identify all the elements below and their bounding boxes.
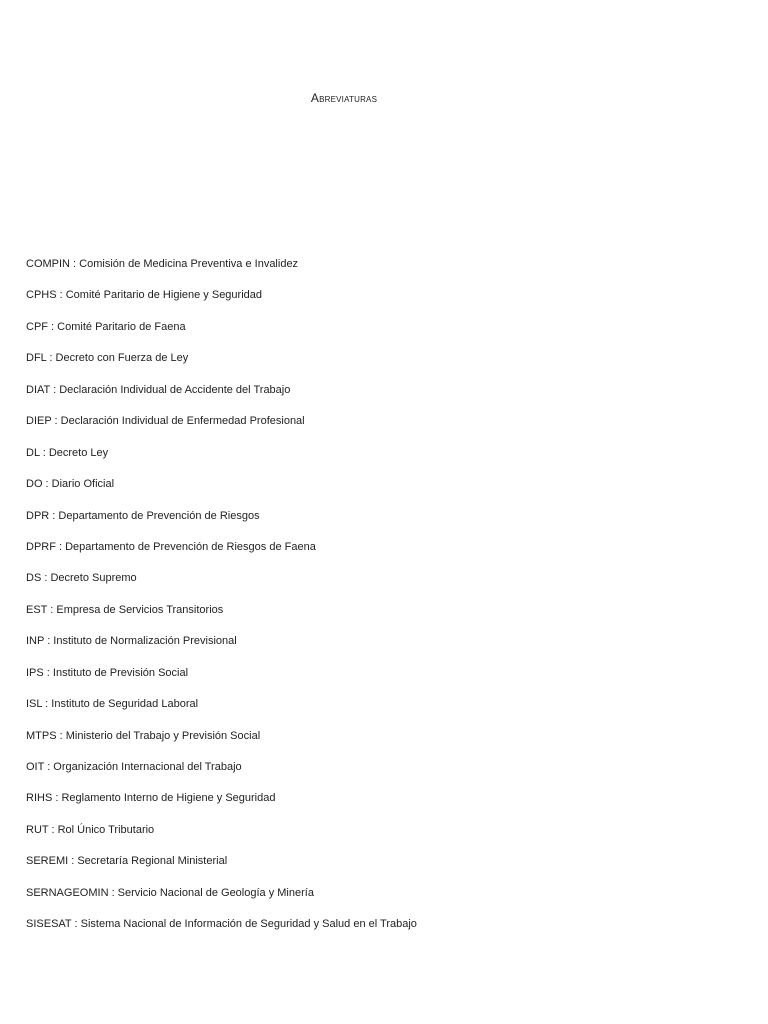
abbreviation-item: RIHS : Reglamento Interno de Higiene y Seguridad [26, 792, 276, 805]
abbreviation-item: DL : Decreto Ley [26, 446, 109, 459]
abbreviation-item: MTPS : Ministerio del Trabajo y Previsión Social [26, 729, 261, 742]
abbreviation-item: OIT : Organización Internacional del Trabajo [26, 761, 242, 773]
abbreviation-item: CPF : Comité Paritario de Faena [26, 320, 186, 333]
abbreviation-item: RUT : Rol Único Tributario [26, 823, 155, 836]
abbreviation-item: SISESAT : Sistema Nacional de Información de Seguridad y Salud en el Trabajo [26, 918, 417, 931]
abbreviation-item: EST : Empresa de Servicios Transitorios [26, 603, 224, 616]
abbreviation-item: CPHS : Comité Paritario de Higiene y Seguridad [26, 289, 263, 302]
abbreviation-item: DFL : Decreto con Fuerza de Ley [26, 352, 189, 365]
abbreviation-item: INP : Instituto de Normalización Previsional [26, 635, 237, 648]
abbreviation-item: ISL : Instituto de Seguridad Laboral [26, 698, 199, 711]
abbreviation-item: DPR : Departamento de Prevención de Riesgos [26, 509, 260, 522]
abbreviation-item: DIAT : Declaración Individual de Accidente del Trabajo [26, 383, 291, 396]
abbreviation-item: DPRF : Departamento de Prevención de Riesgos de Faena [26, 540, 316, 553]
page-title: Abreviaturas [310, 91, 378, 105]
abbreviation-item: SEREMI : Secretaría Regional Ministerial [26, 855, 228, 868]
abbreviation-item: IPS : Instituto de Previsión Social [26, 666, 189, 679]
abbreviation-item: DS : Decreto Supremo [26, 572, 137, 585]
abbreviation-item: COMPIN : Comisión de Medicina Preventiva e Invalidez [26, 258, 299, 270]
abbreviation-list [26, 256, 726, 948]
abbreviation-item: DIEP : Declaración Individual de Enfermedad Profesional [26, 415, 305, 428]
abbreviation-item: SERNAGEOMIN : Servicio Nacional de Geología y Minería [26, 886, 314, 899]
abbreviation-item: DO : Diario Oficial [26, 478, 115, 491]
